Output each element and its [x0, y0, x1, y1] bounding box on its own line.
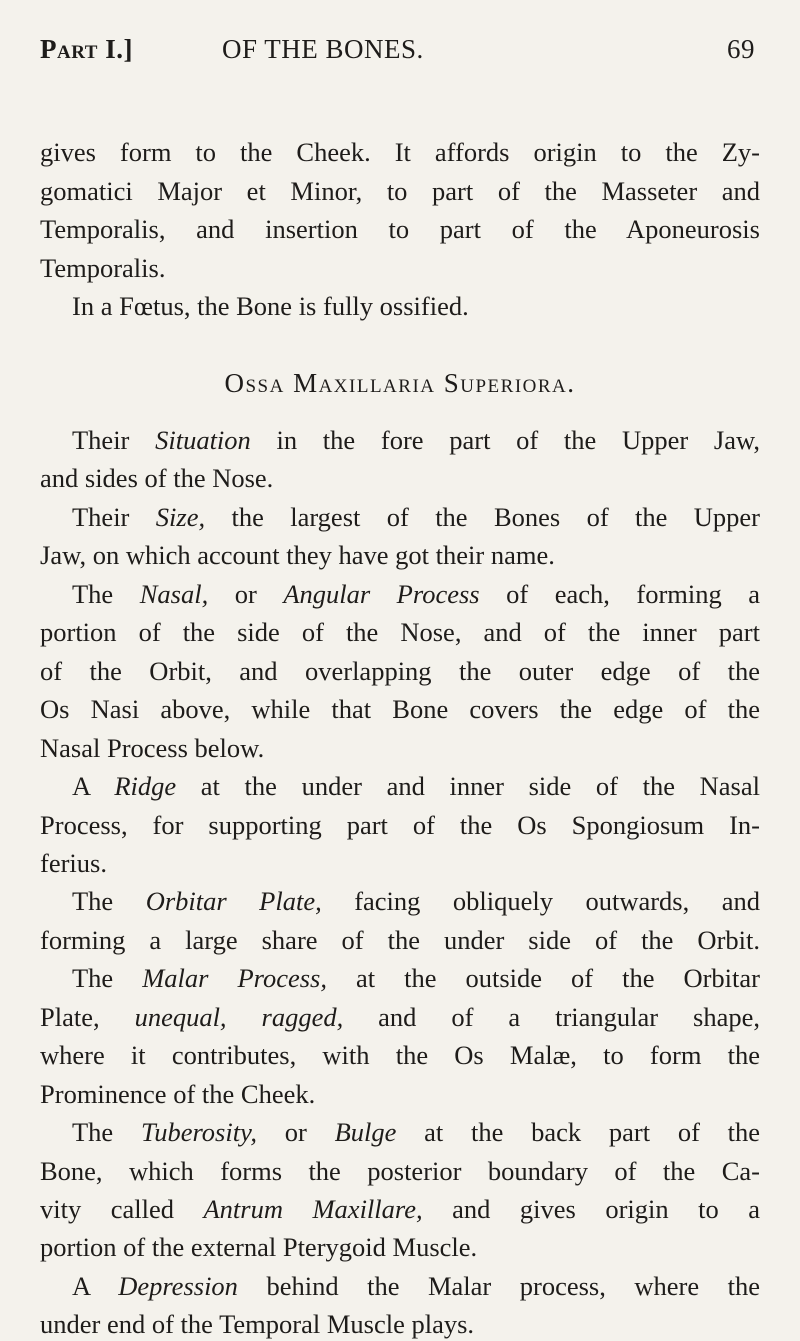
text-line	[40, 174, 760, 208]
text-segment: gomatici Major et Minor, to part of the Masseter and	[40, 175, 760, 206]
text-segment: under end of the Temporal Muscle plays.	[40, 1309, 475, 1340]
text-segment: The	[72, 578, 140, 609]
text-line	[40, 692, 760, 726]
text-segment: where it contributes, with the Os Malæ, to form the	[40, 1040, 760, 1071]
text-segment: at the under and inner side of the Nasal	[176, 771, 760, 802]
italic-term: Orbitar Plate,	[145, 886, 322, 917]
text-line	[40, 500, 760, 534]
text-segment: Prominence of the Cheek.	[40, 1078, 316, 1109]
text-line	[40, 423, 760, 457]
text-line	[40, 212, 760, 246]
italic-term: ragged,	[261, 1001, 344, 1032]
text-segment: The	[72, 886, 146, 917]
text-line	[40, 884, 760, 918]
italic-term: Antrum Maxillare,	[203, 1194, 423, 1224]
text-line	[40, 654, 760, 688]
italic-term: Size,	[155, 501, 206, 532]
text-segment: and sides of the Nose.	[40, 463, 274, 494]
text-segment: The	[72, 963, 143, 994]
text-line	[40, 135, 760, 169]
text-line	[40, 1038, 760, 1072]
text-segment: and of a triangular shape,	[343, 1001, 760, 1032]
text-segment: vity called	[40, 1194, 204, 1224]
running-head-title: OF THE BONES.	[222, 34, 424, 64]
page-number: 69	[727, 34, 755, 64]
text-segment: and gives origin to a	[422, 1194, 760, 1224]
text-segment: Process, for supporting part of the Os Spongiosum In-	[40, 809, 760, 840]
section-heading: Ossa Maxillaria Superiora.	[224, 368, 576, 398]
text-segment: A	[72, 1270, 119, 1301]
running-head-part: Part I.]	[40, 34, 133, 64]
text-segment: ferius.	[40, 847, 107, 878]
italic-term: Situation	[155, 425, 251, 455]
text-segment: forming a large share of the under side of the Orbit.	[40, 924, 760, 955]
text-line	[40, 1154, 760, 1188]
text-segment: portion of the external Pterygoid Muscle.	[40, 1232, 478, 1263]
text-line	[40, 846, 760, 880]
text-segment: behind the Malar process, where the	[237, 1270, 761, 1301]
text-line	[40, 251, 760, 285]
text-segment: Os Nasi above, while that Bone covers the edge of the	[40, 694, 760, 725]
text-line	[40, 289, 760, 323]
text-segment: the largest of the Bones of the Upper	[205, 501, 760, 532]
text-segment: The	[72, 1117, 141, 1148]
italic-term: Angular Process	[283, 578, 480, 609]
italic-term: Nasal,	[139, 578, 209, 609]
text-line	[40, 615, 760, 649]
text-segment: Their	[72, 425, 156, 455]
text-segment: or	[257, 1117, 335, 1148]
text-line	[40, 1115, 760, 1149]
text-line	[40, 1077, 760, 1111]
text-segment: A	[72, 771, 115, 802]
text-line	[40, 961, 760, 995]
text-segment: of the Orbit, and overlapping the outer edge of the	[40, 655, 760, 686]
text-segment: Bone, which forms the posterior boundary of the Ca-	[40, 1155, 760, 1186]
text-line	[40, 461, 760, 495]
text-segment: at the back part of the	[396, 1117, 761, 1148]
text-segment: Nasal Process below.	[40, 732, 265, 763]
text-segment: facing obliquely outwards, and	[321, 886, 760, 917]
italic-term: Ridge	[114, 771, 177, 802]
italic-term: Bulge	[334, 1117, 397, 1148]
text-line	[40, 538, 760, 572]
text-line	[40, 1307, 760, 1341]
text-line	[40, 1230, 760, 1264]
text-segment: In a Fœtus, the Bone is fully ossified.	[72, 291, 469, 321]
text-line	[40, 731, 760, 765]
text-segment: Jaw, on which account they have got their name.	[40, 540, 555, 571]
text-line	[40, 1000, 760, 1034]
text-segment: of each, forming a	[479, 578, 761, 609]
italic-term: Depression	[118, 1270, 238, 1301]
text-segment: gives form to the Cheek. It affords origin to the Zy-	[40, 137, 760, 167]
text-segment: Temporalis, and insertion to part of the Aponeurosis	[40, 214, 760, 244]
text-segment: Temporalis.	[40, 252, 166, 283]
text-line	[40, 923, 760, 957]
text-line	[40, 1269, 760, 1303]
italic-term: Malar Process,	[142, 963, 327, 994]
text-segment: in the fore part of the Upper Jaw,	[250, 425, 761, 455]
text-line	[40, 1192, 760, 1226]
italic-term: Tuberosity,	[140, 1117, 258, 1148]
text-segment: or	[208, 578, 284, 609]
text-segment: Plate,	[40, 1001, 135, 1032]
text-line	[40, 577, 760, 611]
text-line	[40, 769, 760, 803]
text-line	[40, 808, 760, 842]
text-segment: at the outside of the Orbitar	[327, 963, 760, 994]
italic-term: unequal,	[134, 1001, 227, 1032]
text-segment	[227, 1002, 262, 1032]
text-segment: portion of the side of the Nose, and of the inner part	[40, 617, 760, 648]
text-segment: Their	[72, 501, 156, 532]
